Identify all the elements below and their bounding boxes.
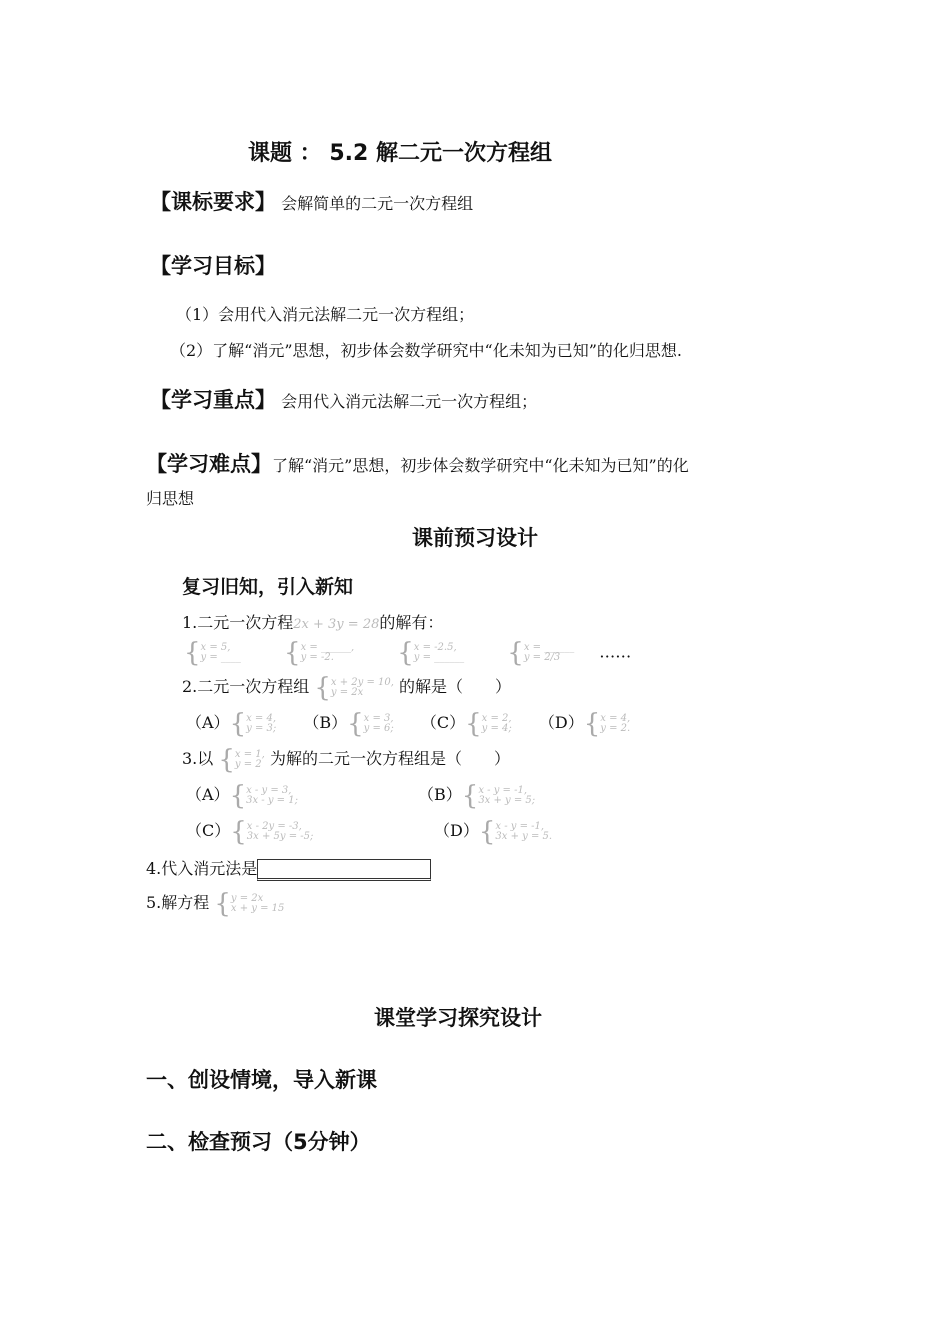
difficulty-text-line2: 归思想 — [146, 489, 195, 508]
objective-item-2: （2）了解“消元”思想，初步体会数学研究中“化未知为已知”的化归思想. — [170, 341, 682, 360]
q1-system-4: {x = ______ y = 2/3 — [507, 638, 575, 668]
standard-row — [150, 186, 473, 216]
q2-prefix: 2.二元一次方程组 — [182, 677, 310, 696]
q1-system-3: {x = -2.5, y = ______ — [397, 638, 465, 668]
q2-choice-c: （C）{x = 2, y = 4; — [420, 708, 512, 739]
q1-ellipsis: …… — [599, 642, 632, 662]
key-point-text: 会用代入消元法解二元一次方程组； — [281, 392, 538, 411]
q3-choice-a: （A）{x - y = 3, 3x - y = 1; — [186, 780, 298, 811]
q1-system-2: {x = ______, y = -2. — [284, 638, 355, 668]
q3-suffix: 为解的二元一次方程组是（ ） — [269, 749, 510, 768]
q2-choice-d: （D）{x = 4, y = 2. — [538, 708, 631, 739]
q4-answer-box[interactable] — [257, 859, 431, 881]
question-1 — [182, 610, 443, 633]
preview-subheading: 复习旧知，引入新知 — [182, 576, 354, 598]
objectives-tag: 【学习目标】 — [150, 254, 276, 278]
question-5 — [146, 890, 284, 917]
q2-choices — [186, 710, 640, 737]
q2-choice-a: （A）{x = 4, y = 3; — [186, 708, 277, 739]
classroom-heading: 课堂学习探究设计 — [374, 1006, 542, 1030]
difficulty-text-line1: 了解“消元”思想，初步体会数学研究中“化未知为已知”的化 — [272, 456, 689, 475]
standard-tag: 【课标要求】 — [150, 190, 276, 214]
q5-system: {y = 2x x + y = 15 — [214, 888, 285, 919]
question-4 — [146, 856, 431, 881]
q3-choice-d: （D）{x - y = -1, 3x + y = 5. — [434, 816, 553, 847]
key-point-row — [150, 384, 537, 414]
q3-choice-c: （C）{x - 2y = -3, 3x + 5y = -5; — [186, 816, 314, 847]
question-2 — [182, 674, 511, 701]
q3-choice-b: （B）{x - y = -1, 3x + y = 5; — [418, 780, 536, 811]
q3-prefix: 3.以 — [182, 749, 214, 768]
q2-system: {x + 2y = 10, y = 2x — [314, 672, 394, 703]
q1-prefix: 1.二元一次方程 — [182, 613, 294, 632]
page-title: 课题 ： 5.2 解二元一次方程组 — [248, 141, 552, 166]
q2-suffix: 的解是（ ） — [399, 677, 512, 696]
classroom-section-1: 一、创设情境，导入新课 — [146, 1068, 377, 1092]
classroom-section-2: 二、检查预习（5分钟） — [146, 1130, 371, 1154]
q1-system-1: {x = 5, y = ____ — [184, 638, 241, 668]
objective-item-1: （1）会用代入消元法解二元一次方程组； — [176, 305, 475, 324]
q1-suffix: 的解有： — [379, 613, 444, 632]
q5-prefix: 5.解方程 — [146, 893, 210, 912]
difficulty-tag: 【学习难点】 — [146, 452, 272, 476]
key-point-tag: 【学习重点】 — [150, 388, 276, 412]
q1-systems — [184, 640, 631, 666]
q4-text: 4.代入消元法是 — [146, 859, 258, 878]
difficulty-row — [146, 448, 689, 478]
q1-equation: 2x + 3y = 28 — [293, 617, 380, 632]
standard-text: 会解简单的二元一次方程组 — [281, 194, 474, 213]
q3-system: {x = 1, y = 2 — [218, 744, 265, 775]
q2-choice-b: （B）{x = 3, y = 6; — [303, 708, 394, 739]
question-3 — [182, 746, 510, 773]
preview-heading: 课前预习设计 — [412, 526, 538, 550]
